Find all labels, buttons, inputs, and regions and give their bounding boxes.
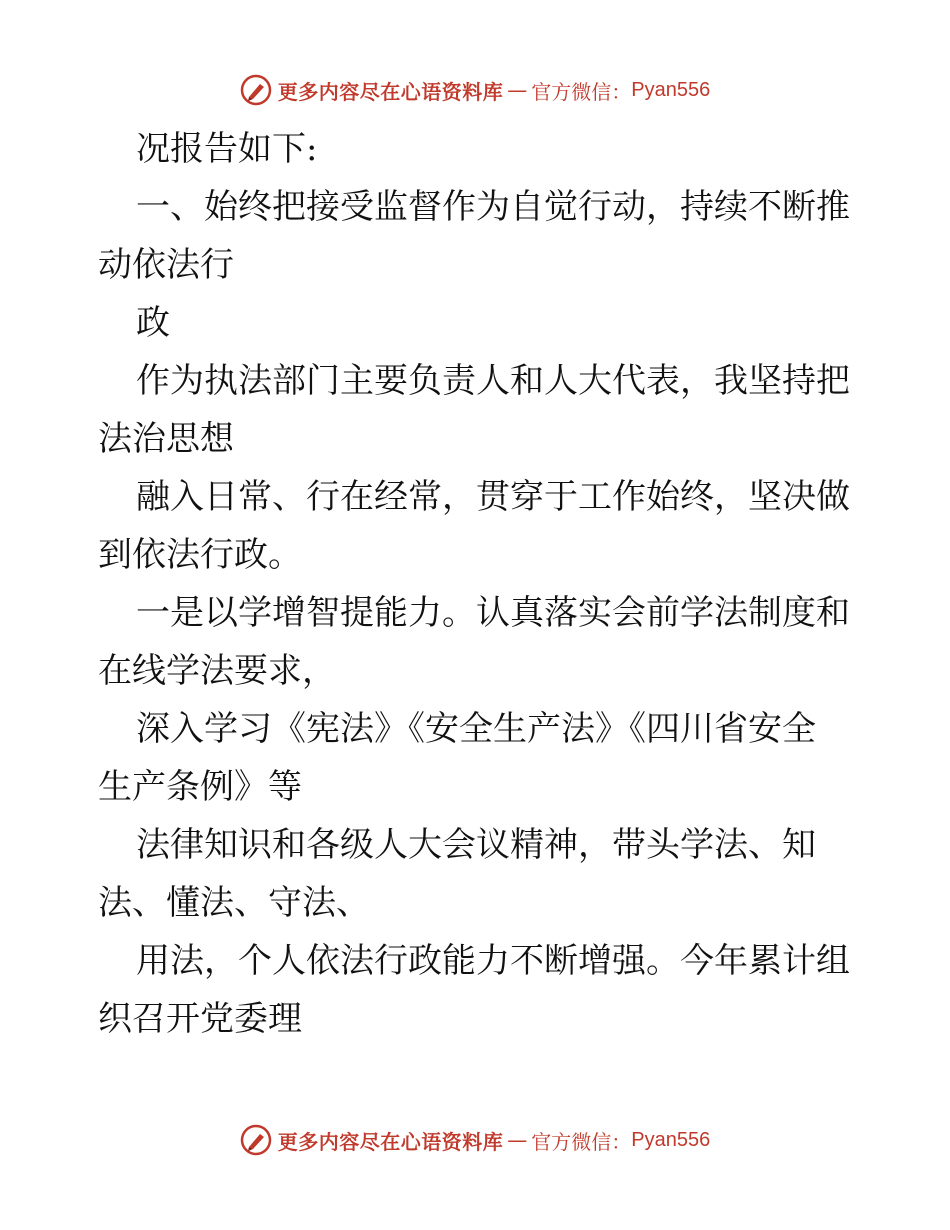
text-line: 融入日常、行在经常，贯穿于工作始终，坚决做: [136, 477, 850, 517]
text-line: 在线学法要求，: [98, 651, 336, 691]
text-line: 作为执法部门主要负责人和人大代表，我坚持把: [136, 361, 850, 401]
text-line: 生产条例》等: [98, 767, 302, 807]
banner-wechat-label: 官方微信：: [531, 79, 632, 104]
banner-separator: —: [507, 1128, 528, 1152]
text-line: 织召开党委理: [98, 999, 302, 1039]
pen-logo-icon: [240, 1124, 272, 1156]
text-line: 法律知识和各级人大会议精神，带头学法、知: [136, 825, 816, 865]
header-banner: [0, 70, 950, 110]
text-line: 政: [136, 303, 170, 343]
banner-wechat-id: Pyan556: [631, 78, 711, 101]
text-line: 法、懂法、守法、: [98, 883, 370, 923]
pen-logo-icon: [240, 74, 272, 106]
text-line: 深入学习《宪法》《安全生产法》《四川省安全: [136, 709, 816, 749]
text-line: 一是以学增智提能力。认真落实会前学法制度和: [136, 593, 850, 633]
banner-title: 更多内容尽在心语资料库: [277, 1129, 504, 1154]
text-line: 动依法行: [98, 245, 234, 285]
text-line: 用法，个人依法行政能力不断增强。今年累计组: [136, 941, 850, 981]
text-line: 到依法行政。: [98, 535, 302, 575]
banner-separator: —: [507, 78, 528, 102]
banner-wechat-id: Pyan556: [631, 1128, 711, 1151]
text-line: 法治思想: [98, 419, 234, 459]
banner-title: 更多内容尽在心语资料库: [277, 79, 504, 104]
document-body: [98, 120, 858, 1048]
banner-wechat-label: 官方微信：: [531, 1129, 632, 1154]
footer-banner: [0, 1120, 950, 1160]
text-line: 一、始终把接受监督作为自觉行动，持续不断推: [136, 187, 850, 227]
text-line: 况报告如下:: [136, 129, 318, 169]
